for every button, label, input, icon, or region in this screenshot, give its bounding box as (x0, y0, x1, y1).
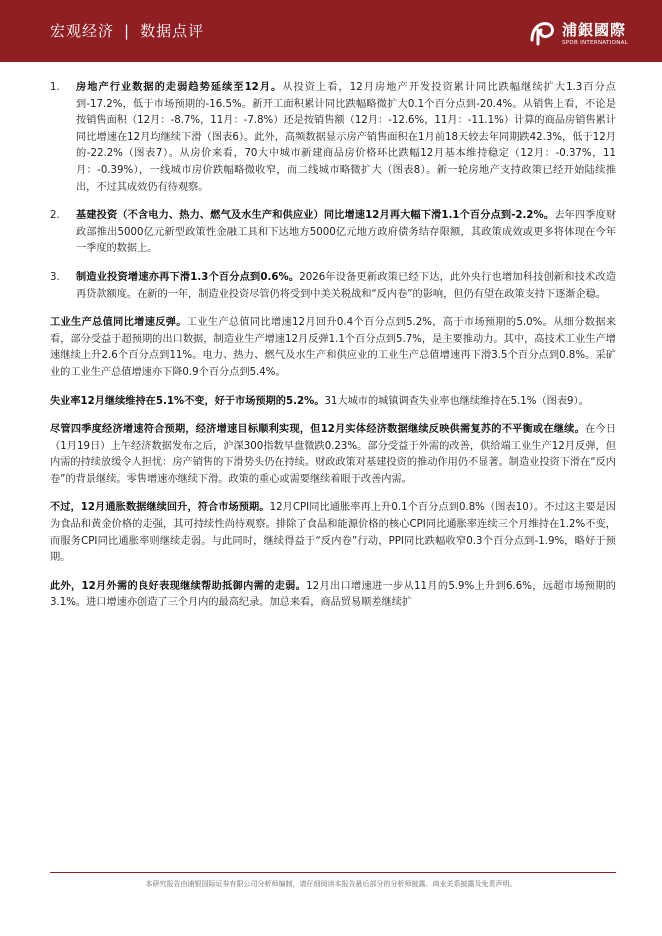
header-title (50, 20, 204, 41)
paragraph-lead: 尽管四季度经济增速符合预期，经济增速目标顺利实现，但12月实体经济数据继续反映供需复苏的不平衡或在继续。 (50, 424, 585, 436)
list-item-2 (50, 208, 616, 258)
list-text: 2026年设备更新政策已经下达，此外央行也增加科技创新和技术改造再贷款额度。在新的一年，制造业投资尽管仍将受到中美关税战和“反内卷”的影响，但仍有望在政策支持下逐渐企稳。 (76, 271, 616, 300)
paragraph-text: 工业生产总值同比增速12月回升0.4个百分点到5.2%，高于市场预期的5.0%。从细分数据来看，部分受益于超预期的出口数据，制造业生产增速12月反弹1.1个百分点到5.7%，是主要推动力。其中，高技术工业生产增速继续上升2.6个百分点到11%。电力、热力、燃气及水生产和供应业的工业生产总值增速再下滑3.5个百分点到0.8%。采矿业的工业生产总值增速亦下降0.9个百分点到5.4%。 (50, 317, 617, 378)
list-lead: 房地产行业数据的走弱趋势延续至12月。 (76, 82, 283, 93)
paragraph-overview (50, 422, 616, 488)
list-lead: 基建投资（不含电力、热力、燃气及水生产和供应业）同比增速12月再大幅下滑1.1个百分点到-2.2%。 (76, 210, 555, 222)
header-subsection: 数据点评 (140, 22, 205, 40)
report-body (50, 80, 616, 624)
list-number: 1. (50, 82, 60, 93)
list-body (76, 270, 616, 303)
paragraph-text: 12月CPI同比通胀率再上升0.1个百分点到0.8%（图表10）。不过这主要是因为食品和黄金价格的走强，其可持续性尚待观察。排除了食品和能源价格的核心CPI同比通胀率连续三个月维持在1.2%不变，而服务CPI同比通胀率则继续走弱。与此同时，继续得益于“反内卷”行动，PPI同比跌幅收窄0.3个百分点到-1.9%，略好于预期。 (50, 502, 616, 564)
paragraph-text: 在今日（1月19日）上午经济数据发布之后，沪深300指数早盘微跌0.23%。部分受益于外需的改善，供给端工业生产12月反弹，但内需的持续放缓令人担忧：房产销售的下滑势头仍在持续。财政政策对基建投资的推动作用仍不显著。制造业投资下滑在“反内卷”的背景继续。零售增速亦继续下滑。政策的重心或需要继续着眼于改善内需。 (50, 424, 617, 485)
list-body (76, 208, 616, 258)
paragraph-text: 12月出口增速进一步从11月的5.9%上升到6.6%，远超市场预期的3.1%。进口增速亦创造了三个月内的最高纪录。加总来看，商品贸易顺差继续扩 (50, 580, 616, 609)
paragraph-lead: 此外，12月外需的良好表现继续帮助抵御内需的走弱。 (50, 580, 307, 592)
list-body (76, 80, 616, 196)
page-header (0, 0, 662, 62)
list-item-3 (50, 270, 616, 303)
paragraph-lead: 工业生产总值同比增速反弹。 (50, 317, 187, 329)
footer-divider (50, 872, 616, 873)
paragraph-unemployment (50, 394, 616, 411)
list-text: 从投资上看，12月房地产开发投资累计同比跌幅继续扩大1.3百分点到-17.2%，低于市场预期的-16.5%。新开工面积累计同比跌幅略微扩大0.1个百分点到-20.4%。从销售上看，不论是按销售面积（12月：-8.7%，11月：-7.8%）还是按销售额（12月：-12.6%，11月：-11.1%）计算的商品房销售累计同比增速在12月均继续下滑（图表6）。此外，高频数据显示房产销售面积在1月前18天较去年同期跌42.3%，低于12月的-22.2%（图表7）。从房价来看，70大中城市新建商品房价格环比跌幅12月基本维持稳定（12月：-0.37%，11月：-0.39%），一线城市房价跌幅略微收窄，而二线城市略微扩大（图表8）。新一轮房地产支持政策已经开始陆续推出，不过其成效仍有待观察。 (76, 82, 616, 193)
list-lead: 制造业投资增速亦再下滑1.3个百分点到0.6%。 (76, 271, 300, 283)
list-item-1 (50, 80, 616, 196)
list-number: 3. (50, 271, 60, 283)
brand-name-cn: 浦銀國際 (562, 21, 627, 39)
list-number: 2. (50, 210, 60, 222)
brand-name-en: SPDB INTERNATIONAL (562, 40, 629, 46)
paragraph-lead: 失业率12月继续维持在5.1%不变，好于市场预期的5.2%。 (50, 395, 325, 407)
paragraph-industrial (50, 315, 616, 381)
header-section: 宏观经济 (50, 22, 115, 40)
header-separator: | (124, 22, 131, 40)
footer-disclaimer: 本研究报告由浦银国际证券有限公司分析师编制，请仔细阅读本报告最后部分的分析师披露、商业关系披露及免责声明。 (145, 880, 517, 888)
paragraph-inflation (50, 500, 616, 566)
paragraph-text: 31大城市的城镇调查失业率也继续维持在5.1%（图表9）。 (324, 395, 589, 407)
brand-logo-icon (528, 18, 556, 46)
list-text: 去年四季度财政部推出5000亿元新型政策性金融工具和下达地方5000亿元地方政府债务结存限额，其政策成效或更多将体现在今年一季度的数据上。 (76, 210, 617, 255)
paragraph-external-demand (50, 579, 616, 612)
paragraph-lead: 不过，12月通胀数据继续回升，符合市场预期。 (50, 502, 270, 514)
brand-logo (528, 18, 638, 50)
